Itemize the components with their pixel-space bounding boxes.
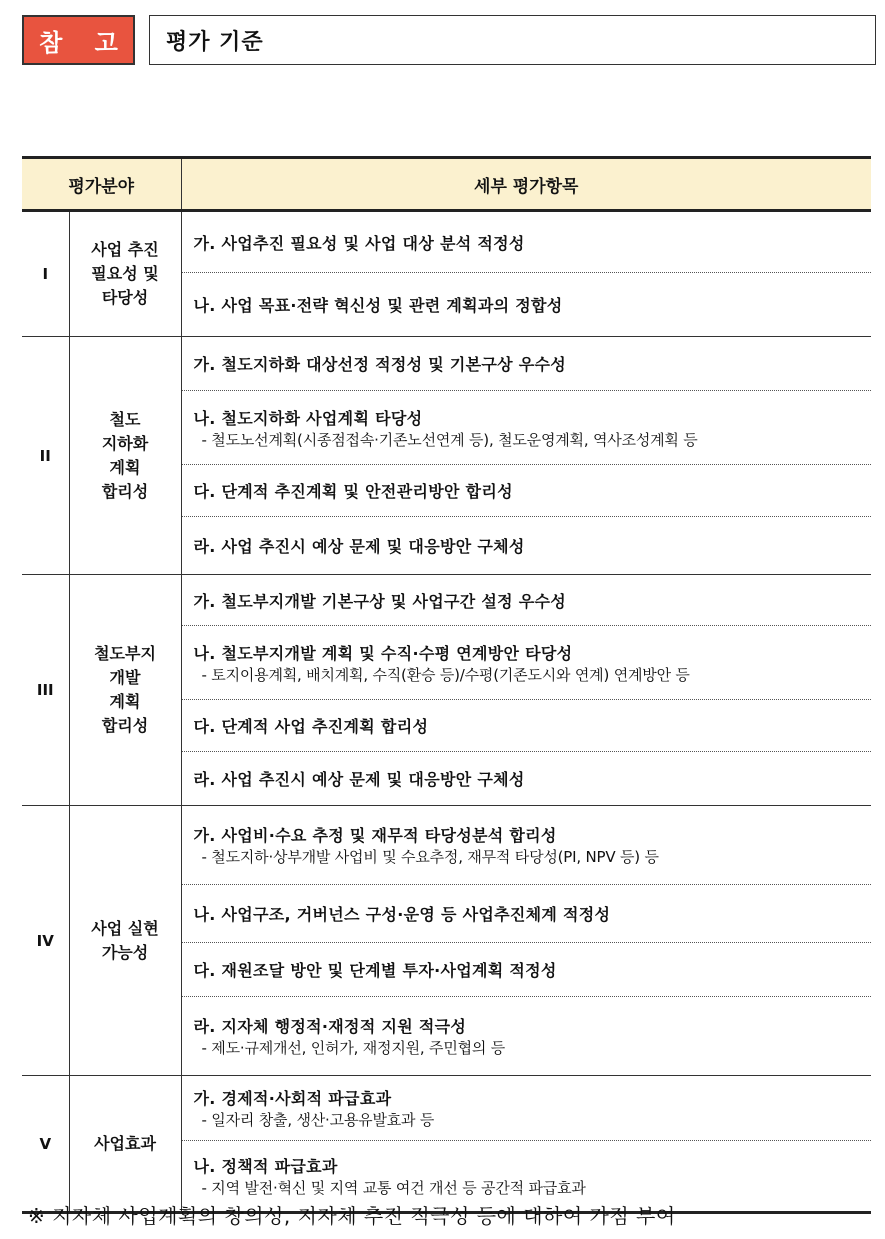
item-detail: - 일자리 창출, 생산·고용유발효과 등 [201,1111,435,1129]
table-row [22,1076,871,1141]
evaluation-area: 철도부지 개발 계획 합리성 [69,575,181,806]
column-header-items: 세부 평가항목 [181,158,871,211]
section-number: III [22,575,69,806]
item-title: 가. 철도지하화 대상선정 적정성 및 기본구상 우수성 [193,355,566,374]
table-row [22,337,871,391]
evaluation-item [181,517,871,575]
evaluation-item [181,885,871,943]
item-title: 라. 지자체 행정적·재정적 지원 적극성 [193,1017,467,1036]
item-title: 가. 철도부지개발 기본구상 및 사업구간 설정 우수성 [193,591,566,611]
item-title: 나. 철도부지개발 계획 및 수직·수평 연계방안 타당성 [193,643,573,663]
evaluation-item [181,337,871,391]
evaluation-item [181,806,871,885]
item-title: 다. 재원조달 방안 및 단계별 투자·사업계획 적정성 [193,961,557,980]
column-header-field: 평가분야 [22,158,181,211]
evaluation-area: 철도 지하화 계획 합리성 [69,337,181,575]
item-detail: - 지역 발전·혁신 및 지역 교통 여건 개선 등 공간적 파급효과 [201,1179,586,1197]
page-title: 평가 기준 [149,15,876,65]
table-row [22,806,871,885]
section-number: I [22,211,69,337]
item-title: 나. 철도지하화 사업계획 타당성 [193,408,423,428]
item-title: 나. 사업구조, 거버넌스 구성·운영 등 사업추진체계 적정성 [193,905,611,924]
section-number: II [22,337,69,575]
evaluation-item [181,626,871,700]
evaluation-item [181,943,871,997]
section-number: V [22,1076,69,1213]
evaluation-item [181,273,871,337]
footnote: ※ 지자체 사업계획의 창의성, 지자체 추진 적극성 등에 대하여 가점 부여 [28,1204,676,1228]
evaluation-item [181,1076,871,1141]
item-title: 가. 사업비·수요 추정 및 재무적 타당성분석 합리성 [193,826,557,845]
item-title: 나. 사업 목표·전략 혁신성 및 관련 계획과의 정합성 [193,296,563,315]
item-title: 다. 단계적 사업 추진계획 합리성 [193,717,429,736]
evaluation-area: 사업 추진 필요성 및 타당성 [69,211,181,337]
evaluation-item [181,700,871,752]
item-title: 나. 정책적 파급효과 [193,1157,338,1176]
item-detail: - 철도노선계획(시종점접속·기존노선연계 등), 철도운영계획, 역사조성계획 등 [201,430,698,449]
table-row [22,211,871,273]
evaluation-criteria-table [22,156,871,1214]
item-title: 가. 사업추진 필요성 및 사업 대상 분석 적정성 [193,233,525,253]
evaluation-area: 사업 실현 가능성 [69,806,181,1076]
item-title: 라. 사업 추진시 예상 문제 및 대응방안 구체성 [193,770,525,789]
evaluation-item [181,575,871,626]
table-row [22,575,871,626]
evaluation-item [181,211,871,273]
evaluation-item [181,752,871,806]
section-number: IV [22,806,69,1076]
table-header-row [22,158,871,211]
evaluation-item [181,391,871,465]
table-body [22,211,871,1213]
evaluation-item [181,465,871,517]
item-title: 다. 단계적 추진계획 및 안전관리방안 합리성 [193,482,513,501]
evaluation-item [181,997,871,1076]
evaluation-area: 사업효과 [69,1076,181,1213]
item-title: 라. 사업 추진시 예상 문제 및 대응방안 구체성 [193,537,525,556]
reference-badge: 참 고 [22,15,135,65]
item-detail: - 제도·규제개선, 인허가, 재정지원, 주민협의 등 [201,1039,506,1057]
item-detail: - 토지이용계획, 배치계획, 수직(환승 등)/수평(기존도시와 연계) 연계방안 등 [201,665,690,684]
item-title: 가. 경제적·사회적 파급효과 [193,1089,392,1108]
item-detail: - 철도지하·상부개발 사업비 및 수요추정, 재무적 타당성(PI, NPV 등) 등 [201,848,659,866]
